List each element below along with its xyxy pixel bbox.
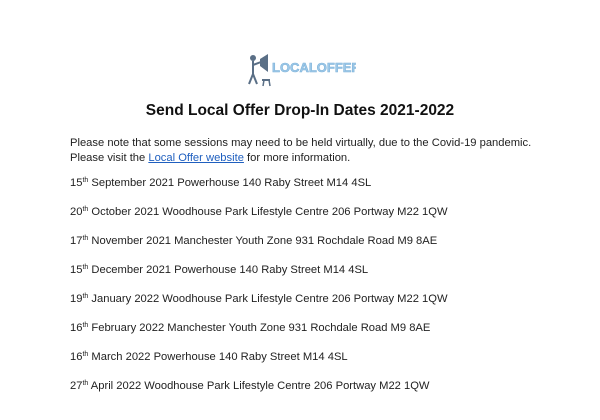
date-suffix: th [82, 177, 89, 184]
date-details: December 2021 Powerhouse 140 Raby Street M14 4SL [88, 264, 369, 276]
date-suffix: th [82, 293, 89, 300]
date-suffix: th [82, 322, 89, 329]
page-title: Send Local Offer Drop-In Dates 2021-2022 [145, 102, 455, 119]
date-day: 16 [70, 322, 83, 334]
date-item [70, 234, 437, 248]
date-suffix: th [82, 380, 89, 387]
date-day: 20 [70, 206, 83, 218]
date-item [70, 350, 348, 364]
intro-line-2-start: Please visit the [70, 152, 149, 164]
date-item [70, 205, 448, 219]
date-day: 16 [70, 351, 83, 363]
date-item [70, 263, 368, 277]
date-details: April 2022 Woodhouse Park Lifestyle Centre 206 Portway M22 1QW [88, 380, 430, 392]
date-day: 17 [70, 235, 83, 247]
local-offer-logo [244, 50, 356, 88]
date-details: September 2021 Powerhouse 140 Raby Street M14 4SL [88, 177, 372, 189]
date-suffix: th [82, 206, 89, 213]
date-item [70, 379, 429, 393]
intro-line-2-end: for more information. [243, 152, 351, 164]
date-details: January 2022 Woodhouse Park Lifestyle Centre 206 Portway M22 1QW [88, 293, 448, 305]
date-day: 19 [70, 293, 83, 305]
svg-text:LOCALOFFER: LOCALOFFER [272, 60, 356, 75]
date-details: October 2021 Woodhouse Park Lifestyle Centre 206 Portway M22 1QW [88, 206, 448, 218]
date-details: February 2022 Manchester Youth Zone 931 Rochdale Road M9 8AE [88, 322, 431, 334]
intro-line-1: Please note that some sessions may need to be held virtually, due to the Covid-19 pandemic. [70, 137, 532, 149]
date-day: 15 [70, 264, 83, 276]
date-item [70, 176, 371, 190]
intro-paragraph [70, 136, 550, 166]
local-offer-logo-graphic [244, 50, 356, 88]
date-details: March 2022 Powerhouse 140 Raby Street M14 4SL [88, 351, 348, 363]
date-day: 15 [70, 177, 83, 189]
date-suffix: th [82, 235, 89, 242]
intro-line-2 [70, 151, 550, 166]
date-item [70, 321, 430, 335]
date-item [70, 292, 448, 306]
date-day: 27 [70, 380, 83, 392]
date-suffix: th [82, 351, 89, 358]
local-offer-website-link[interactable]: Local Offer website [148, 152, 244, 164]
date-details: November 2021 Manchester Youth Zone 931 Rochdale Road M9 8AE [88, 235, 438, 247]
date-suffix: th [82, 264, 89, 271]
